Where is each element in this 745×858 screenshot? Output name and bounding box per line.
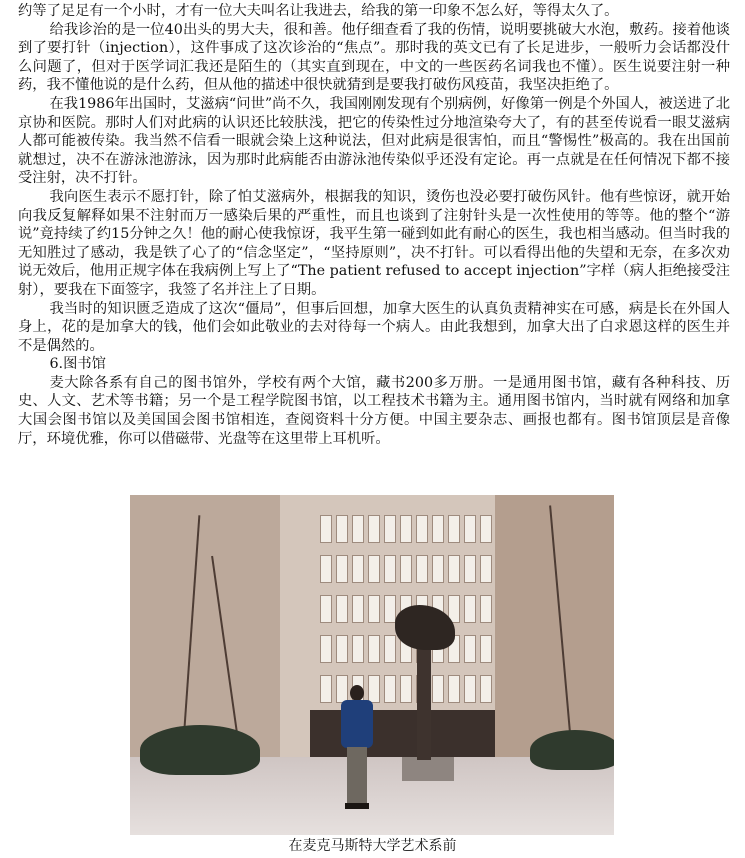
photo-building-right: [495, 495, 614, 765]
photo-bush-right: [530, 730, 614, 770]
paragraph-waiting: 约等了足足有一个小时，才有一位大夫叫名让我进去，给我的第一印象不怎么好，等得太久了。: [18, 3, 619, 19]
paragraph-refusal: 我向医生表示不愿打针，除了怕艾滋病外，根据我的知识，烫伤也没必要打破伤风针。他有些惊讶，就开始向我反复解释如果不注射而万一感染后果的严重性，而且也谈到了注射针头是一次性使用的等等。他的整个“游说”竟持续了约15分钟之久！他的耐心使我惊讶，我平生第一碰到如此有耐心的医生，我也相当感动。但当时我的无知胜过了感动，我是铁了心了的“信念坚定”，“坚持原则”，决不打针。可以看得出他的失望和无奈，在多次劝说无效后，他用正规字体在我病例上写上了“The patient refused to accept injection”字样（病人拒绝接受注射），要我在下面签字，我签了名并注上了日期。: [18, 188, 730, 298]
paragraph-reflection: 我当时的知识匮乏造成了这次“僵局”，但事后回想，加拿大医生的认真负责精神实在可感，病是长在外国人身上，花的是加拿大的钱，他们会如此敬业的去对待每一个病人。由此我想到，加拿大出了白求恩这样的医生并不是偶然的。: [18, 300, 730, 354]
paragraph-library: 麦大除各系有自己的图书馆外，学校有两个大馆，藏书200多万册。一是通用图书馆，藏有各种科技、历史、人文、艺术等书籍；另一个是工程学院图书馆，以工程技术书籍为主。通用图书馆内，当时就有网络和加拿大国会图书馆以及美国国会图书馆相连，查阅资料十分方便。中国主要杂志、画报也都有。图书馆顶层是音像厅，环境优雅，你可以借磁带、光盘等在这里带上耳机听。: [18, 374, 730, 447]
photo-bush-left: [140, 725, 260, 775]
photo-sculpture-base: [402, 757, 454, 781]
campus-photo: [130, 495, 614, 835]
photo-windows-row-2: [320, 555, 492, 583]
paragraph-aids: 在我1986年出国时，艾滋病“问世”尚不久，我国刚刚发现有个别病例，好像第一例是个外国人，被送进了北京协和医院。那时人们对此病的认识还比较肤浅，把它的传染性过分地渲染夸大了，有的甚至传说看一眼艾滋病人都可能被传染。我当然不信看一眼就会染上这种说法，但对此病是很害怕，而且“警惕性”极高的。我在出国前就想过，决不在游泳池游泳，因为那时此病能否由游泳池传染似乎还没有定论。再一点就是在任何情况下都不接受注射，决不打针。: [18, 95, 730, 187]
photo-caption: 在麦克马斯特大学艺术系前: [288, 838, 457, 854]
article-body: [18, 2, 730, 448]
photo-person: [337, 685, 377, 810]
paragraph-doctor: 给我诊治的是一位40出头的男大夫，很和善。他仔细查看了我的伤情，说明要挑破大水泡，敷药。接着他谈到了要打针（injection），这件事成了这次诊治的“焦点”。那时我的英文已有了长足进步，一般听力会话都没什么问题了，但对于医学词汇我还是陌生的（其实直到现在，中文的一些医药名词我也不懂）。医生说要注射一种药，我不懂他说的是什么药，但从他的描述中很快就猜到是要我打破伤风疫苗，我坚决拒绝了。: [18, 21, 730, 94]
photo-windows-row-1: [320, 515, 492, 543]
photo-sculpture: [395, 605, 455, 760]
section-heading-library: 6.图书馆: [49, 356, 106, 373]
